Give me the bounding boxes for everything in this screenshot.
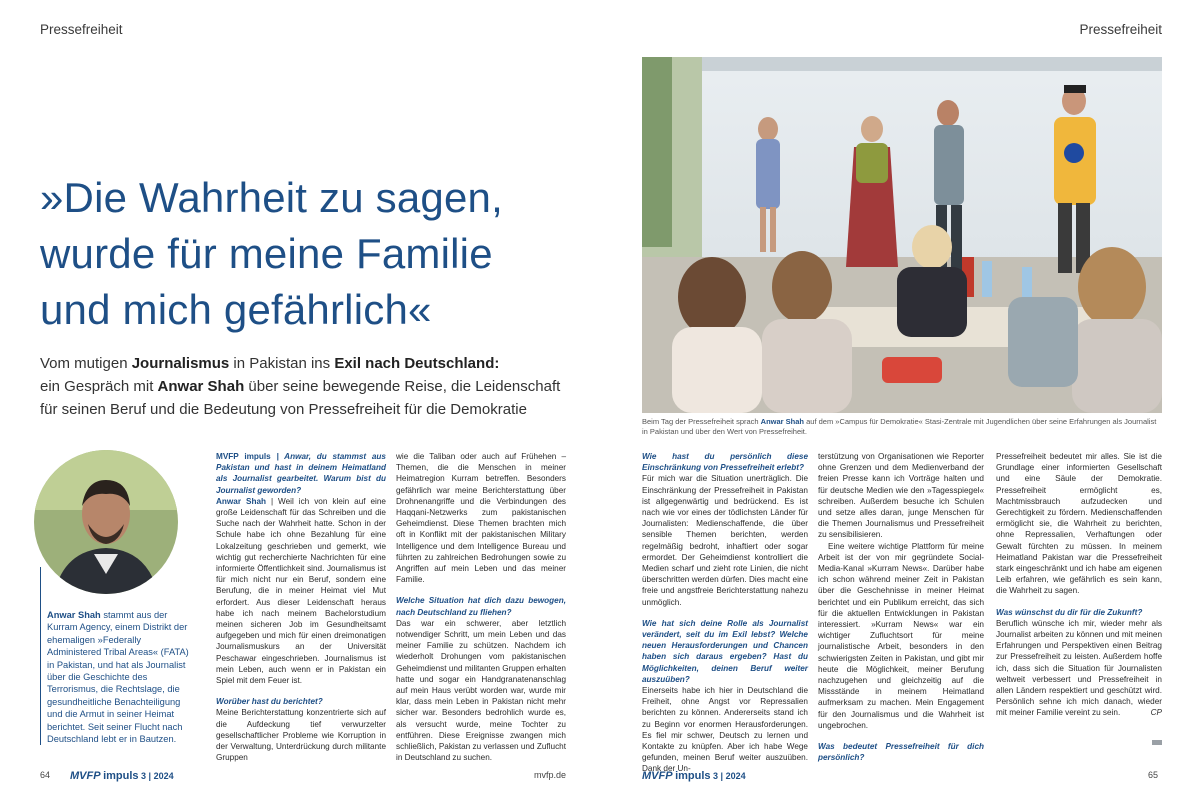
caption-name: Anwar Shah [760,417,805,426]
interview-question: | Anwar, du stammst aus Pakistan und hast in deinem Heimatland als Journalist gearbeitet. Warum bist du Journalist geworden? [216,452,386,495]
interview-answer: Meine Berichterstattung konzentrierte sich auf die Aufdeckung tief verwurzelter gesellschaftlicher Probleme wie Korruption in der Verwaltung, Unterdrückung durch militante Gruppen [216,708,386,763]
interview-answer: wie die Taliban oder auch auf Frühehen – Themen, die die Menschen in meiner Heimatregion Kurram betreffen. Besonders gefährlich war meine Berichterstattung über Drohnenangriffe und die Verbindungen des Haqqani-Netzwerks zum pakistanischen Geheimdienst. Diese Themen brachten mich oft in Konflikt mit der pakistanischen Military Intelligence und dem Intelligence Bureau und führten zu zahlreichen Bedrohungen sowie zu Angriffen auf mein Leben und das meiner Familie. [396,452,566,585]
logo-impuls: impuls [103,770,139,782]
photo-caption [642,417,1162,437]
caption-text: auf dem »Campus für Demokratie« Stasi-Zentrale mit Jugendlichen über seine Erfahrungen als Journalist in Pakistan und über den Wert von Pressefreiheit. [642,417,1157,436]
page-number-left: 64 [40,770,51,780]
author-signature: CP [1150,708,1162,718]
interview-answer: Für mich war die Situation unerträglich. Die Einschränkung der Pressefreiheit in Pakistan ist allgegenwärtig und bedrückend. Es ist nach wie vor eines der tödlichsten Länder für Journalisten: Medienschaffende, die über sensible Themen berichten, werden regelmäßig bedroht, inhaftiert oder sogar ermordet. Der Geheimdienst kontrolliert die Medien scharf und zieht rote Linien, die nicht überschritten werden dürfen. Dies macht eine freie und angstfreie Berichterstattung nahezu unmöglich. [642,474,808,607]
page-number-right: 65 [1148,770,1159,780]
article-column-3 [642,451,808,775]
interview-answer: Pressefreiheit bedeutet mir alles. Sie ist die Grundlage einer informierten Gesellschaft und eine Säule der Demokratie. Pressefreiheit ermöglicht es, Machtmissbrauch aufzudecken und Gerechtigkeit zu fördern. Medienschaffenden ermöglicht sie, die Wahrheit zu berichten, ohne Repressalien, Verhaftungen oder Gewalt fürchten zu müssen. In meinem Heimatland Pakistan war die Pressefreiheit stark eingeschränkt und ich habe am eigenen Leib erfahren, wie gefährlich es sein kann, die Wahrheit zu sagen. [996,452,1162,596]
running-head-left: Pressefreiheit [40,22,123,37]
interviewer-label: MVFP impuls [216,452,271,461]
interview-question: Worüber hast du berichtet? [216,697,323,707]
article-column-4 [818,451,984,763]
interview-question: Was wünschst du dir für die Zukunft? [996,607,1143,617]
interview-answer: Einerseits habe ich hier in Deutschland die Freiheit, ohne Angst vor Repressalien berichten zu können. Andererseits stand ich zu Beginn vor enormen Herausforderungen. Es fiel mir schwer, Deutsch zu lernen und Kontakte zu knüpfen. Aber ich habe Wege gefunden, meinen Beruf weiter auszuüben. Dank der Un- [642,686,808,774]
interview-answer: terstützung von Organisationen wie Reporter ohne Grenzen und dem Medienverband der freien Presse kann ich Vorträge halten und für deutsche Medien wie den »Tagesspiegel« schreiben. Außerdem besuche ich Schulen und setze alles daran, junge Menschen für die Themen Journalismus und Pressefreiheit zu sensibilisieren. [818,452,984,540]
interview-question: Was bedeutet Pressefreiheit für dich persönlich? [818,742,984,763]
subheadline-bold: Anwar Shah [157,378,245,395]
logo-mvfp: MVFP [70,770,101,782]
subheadline-text: ein Gespräch mit [40,378,158,395]
event-photo [642,57,1162,413]
interview-answer: Beruflich wünsche ich mir, wieder mehr als Journalist arbeiten zu können und mit meinen Erfahrungen und Perspektiven einen Beitrag zur Pressefreiheit zu leisten. Außerdem hoffe ich, dass sich die Situation für Journalisten weltweit verbessert und Pressefreiheit in allen Ländern respektiert und geschützt wird. Persönlich sehne ich mich danach, wieder mit meiner Familie vereint zu sein. [996,618,1162,718]
logo-mvfp: MVFP [642,770,673,782]
site-link[interactable]: mvfp.de [534,770,567,780]
bio-name: Anwar Shah [47,610,101,620]
article-column-2 [396,451,566,763]
logo-impuls: impuls [675,770,711,782]
interview-question: Welche Situation hat dich dazu bewogen, nach Deutschland zu fliehen? [396,596,566,617]
article-column-1 [216,451,386,763]
issue-number: 3 | 2024 [141,771,174,781]
running-head-right: Pressefreiheit [1079,22,1162,37]
author-bio [40,567,193,745]
interview-question: Wie hat sich deine Rolle als Journalist verändert, seit du im Exil lebst? Welche neuen Herausforderungen und Chancen haben sich daraus ergeben? Hast du Möglichkeiten, deinen Beruf weiter auszuüben? [642,618,808,684]
subheadline-bold: Journalismus [131,355,230,372]
headline-line: wurde für meine Familie [40,230,493,277]
interview-question: Wie hast du persönlich diese Einschränkung von Pressefreiheit erlebt? [642,452,808,473]
bio-text: stammt aus der Kurram Agency, einem Distrikt der ehemaligen »Federally Administered Tribal Areas« (FATA) in Pakistan, und hat als Journalist über die Geschichte des Terrorismus, die Rechtslage, die gesundheitliche Benachteiligung und die Armut in seiner Heimat berichtet. Seit seiner Flucht nach Deutschland lebt er in Bautzen. [47,610,189,745]
footer-logo-left [70,770,174,782]
subheadline-text: in Pakistan ins [229,355,335,372]
footer-logo-right [642,770,746,782]
subheadline-text: Vom mutigen [40,355,132,372]
article-column-5 [996,451,1162,719]
headline [40,170,600,338]
headline-line: und mich gefährlich« [40,286,432,333]
subheadline-text: über seine bewegende Reise, die Leidenschaft [244,378,561,395]
interviewee-label: Anwar Shah [216,496,266,506]
caption-text: Beim Tag der Pressefreiheit sprach [642,417,761,426]
interview-answer: | Weil ich von klein auf eine große Leidenschaft für das Schreiben und die Suche nach der Wahrheit hatte. Schon in der Schule habe ich ohne Bezahlung für eine Lokalzeitung geschrieben und gemerkt, wie wichtig gut recherchierte Nachrichten für eine informierte Öffentlichkeit sind. Journalismus ist für mich nicht nur ein Beruf, sondern eine Berufung, die in meiner Heimat viel Mut erfordert. Aus dieser Leidenschaft heraus habe ich nach meinem Bachelorstudium meinen sicheren Job im Gesundheitsamt aufgegeben und mich für einen dreimonatigen Journalismuskurs an der Universität Peschawar eingeschrieben. Journalismus ist mein Leben, auch wenn er in Pakistan ein Spiel mit dem Feuer ist. [216,496,386,686]
subheadline-bold: Exil nach Deutschland: [334,355,500,372]
subheadline-text: für seinen Beruf und die Bedeutung von Pressefreiheit für die Demokratie [40,401,527,418]
interview-answer: Eine weitere wichtige Plattform für meine Arbeit ist der von mir gegründete Social-Media-Kanal »Kurram News«. Darüber habe ich schon während meiner Zeit in Pakistan über die Geschehnisse in meiner Heimat berichtet und ein Publikum erreicht, das sich für die aktuellen Entwicklungen in Pakistan interessiert. »Kurram News« war ein wichtiger Zufluchtsort für meine journalistische Arbeit, besonders in den schwierigsten Zeiten in Pakistan, und gibt mir heute die Möglichkeit, meiner Berufung nachzugehen und gleichzeitig auf die Missstände in meinem Heimatland aufmerksam zu machen. Mein Engagement für den Journalismus und die Wahrheit ist ungebrochen. [818,541,984,730]
subheadline [40,352,610,421]
interview-answer: Das war ein schwerer, aber letztlich notwendiger Schritt, um mein Leben und das meiner Familie zu schützen. Nachdem ich wiederholt Drohungen vom pakistanischen Geheimdienst und militanten Gruppen erhalten hatte und sogar ein Handgranatenanschlag auf mein Haus verübt worden war, wurde mir klar, dass mein Leben in Pakistan nicht mehr sicher war. Besonders bedrohlich wurde es, als versucht wurde, meine Tochter zu entführen. Diese Ereignisse zwangen mich schließlich, Pakistan zu verlassen und Zuflucht in Deutschland zu suchen. [396,618,566,763]
issue-number: 3 | 2024 [713,771,746,781]
end-mark [1152,740,1162,745]
headline-line: »Die Wahrheit zu sagen, [40,174,503,221]
